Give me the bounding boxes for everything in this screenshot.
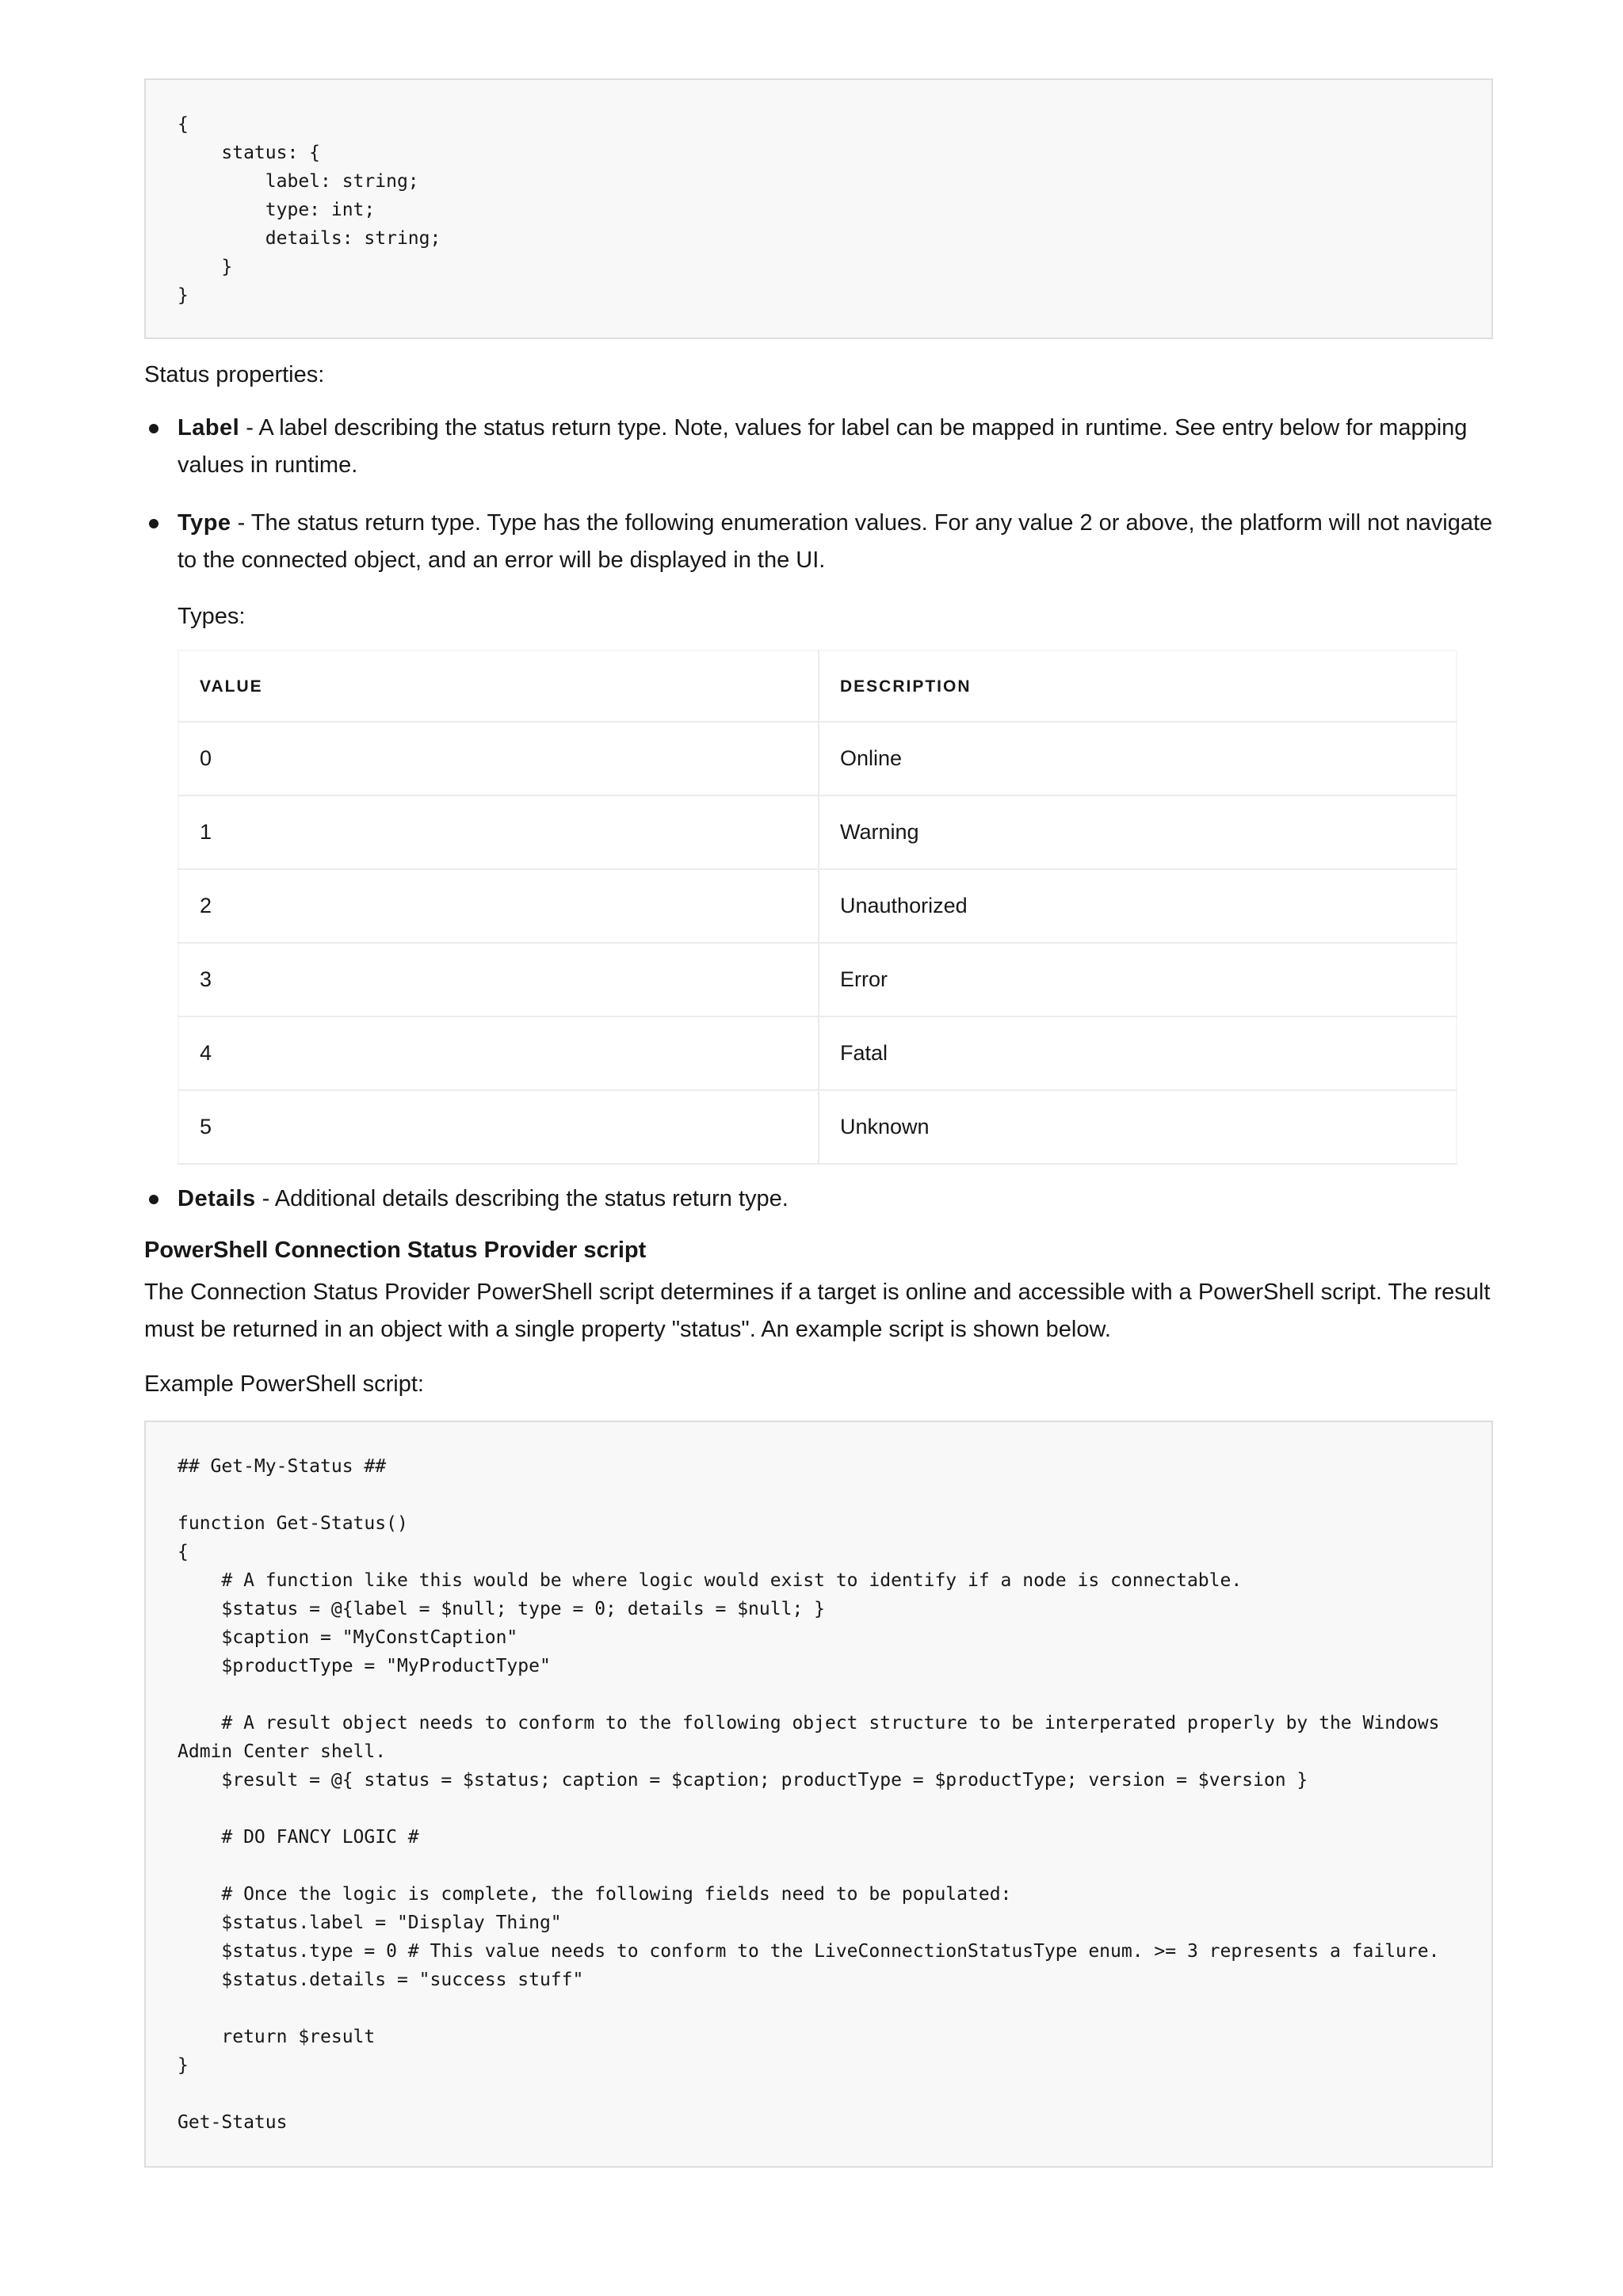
cell-description: Fatal [819, 1016, 1457, 1090]
cell-description: Error [819, 943, 1457, 1016]
document-page [144, 78, 1493, 2168]
types-table [178, 650, 1457, 1165]
cell-value: 4 [178, 1016, 819, 1090]
cell-description: Online [819, 722, 1457, 795]
bullet-icon [149, 1195, 158, 1204]
cell-value: 3 [178, 943, 819, 1016]
types-label: Types: [178, 604, 246, 629]
table-row [178, 869, 1457, 943]
property-description: - Additional details describing the status return type. [255, 1186, 789, 1211]
powershell-code-block[interactable]: ## Get-My-Status ## function Get-Status() { # A function like this would be where logic would exist to identify if a node is connectable. $status = @{label = $null; type = 0; details = $null; } $caption = "MyConstCaption" $productType = "MyProductType" # A result object needs to conform to the following object structure to be interperated properly by the Windows Admin Center shell. $result = @{ status = $status; caption = $caption; productType = $productType; version = $version } # DO FANCY LOGIC # # Once the logic is complete, the following fields need to be populated: $status.label = "Display Thing" $status.type = 0 # This value needs to conform to the LiveConnectionStatusType enum. >= 3 represents a failure. $status.details = "success stuff" return $result } Get-Status [144, 1421, 1493, 2168]
cell-value: 2 [178, 869, 819, 943]
bullet-icon [149, 424, 158, 433]
table-row [178, 1016, 1457, 1090]
property-item-details [144, 1180, 1493, 1218]
property-description: - A label describing the status return type. Note, values for label can be mapped in runtime. See entry below for mapping values in runtime. [178, 415, 1468, 478]
table-row [178, 795, 1457, 869]
property-term: Label [178, 415, 240, 441]
section-heading: PowerShell Connection Status Provider script [144, 1238, 647, 1263]
cell-description: Unauthorized [819, 869, 1457, 943]
table-header-row [178, 650, 1457, 722]
cell-value: 0 [178, 722, 819, 795]
bullet-icon [149, 519, 158, 528]
cell-description: Unknown [819, 1090, 1457, 1164]
column-header-value: VALUE [178, 650, 819, 722]
status-properties-list [144, 410, 1493, 1218]
property-description: - The status return type. Type has the following enumeration values. For any value 2 or above, the platform will not navigate to the connected object, and an error will be displayed in the UI. [178, 510, 1493, 573]
table-row [178, 722, 1457, 795]
cell-description: Warning [819, 795, 1457, 869]
column-header-description: DESCRIPTION [819, 650, 1457, 722]
cell-value: 1 [178, 795, 819, 869]
status-properties-label: Status properties: [144, 362, 325, 387]
table-row [178, 1090, 1457, 1164]
example-script-label: Example PowerShell script: [144, 1371, 424, 1397]
property-item-label [144, 410, 1493, 484]
property-term: Type [178, 510, 231, 536]
intro-paragraph: The Connection Status Provider PowerShell script determines if a target is online and accessible with a PowerShell script. The result must be returned in an object with a single property "status". An example script is shown below. [144, 1280, 1491, 1342]
table-row [178, 943, 1457, 1016]
property-item-type [144, 505, 1493, 1165]
cell-value: 5 [178, 1090, 819, 1164]
status-schema-code-block[interactable]: { status: { label: string; type: int; details: string; } } [144, 78, 1493, 339]
property-term: Details [178, 1186, 256, 1211]
